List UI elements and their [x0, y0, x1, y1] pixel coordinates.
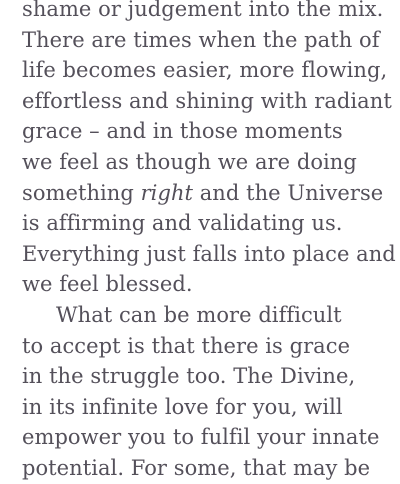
emphasized-word: right [140, 180, 194, 205]
text-line: There are times when the path of [22, 27, 380, 52]
text-line: empower you to fulfil your innate [22, 425, 380, 450]
text-line: effortless and shining with radiant [22, 88, 392, 113]
text-segment: something [22, 180, 141, 205]
text-line: we feel as though we are doing [22, 149, 357, 174]
text-line-with-emphasis [22, 178, 392, 209]
text-line: potential. For some, that may be [22, 455, 371, 480]
text-line-indented: What can be more difficult [56, 302, 342, 327]
text-line: is affirming and validating us. [22, 211, 343, 236]
paragraph-2 [22, 300, 392, 484]
text-line: shame or judgement into the mix. [22, 0, 384, 21]
text-segment: and the Universe [193, 180, 384, 205]
text-line: to accept is that there is grace [22, 333, 351, 358]
text-line: life becomes easier, more flowing, [22, 58, 388, 83]
document-page [22, 0, 396, 484]
text-line: we feel blessed. [22, 272, 193, 297]
text-line: in its infinite love for you, will [22, 394, 343, 419]
text-line: grace – and in those moments [22, 119, 343, 144]
paragraph-1 [22, 0, 396, 300]
text-line: in the struggle too. The Divine, [22, 364, 356, 389]
text-line: Everything just falls into place and [22, 241, 396, 266]
